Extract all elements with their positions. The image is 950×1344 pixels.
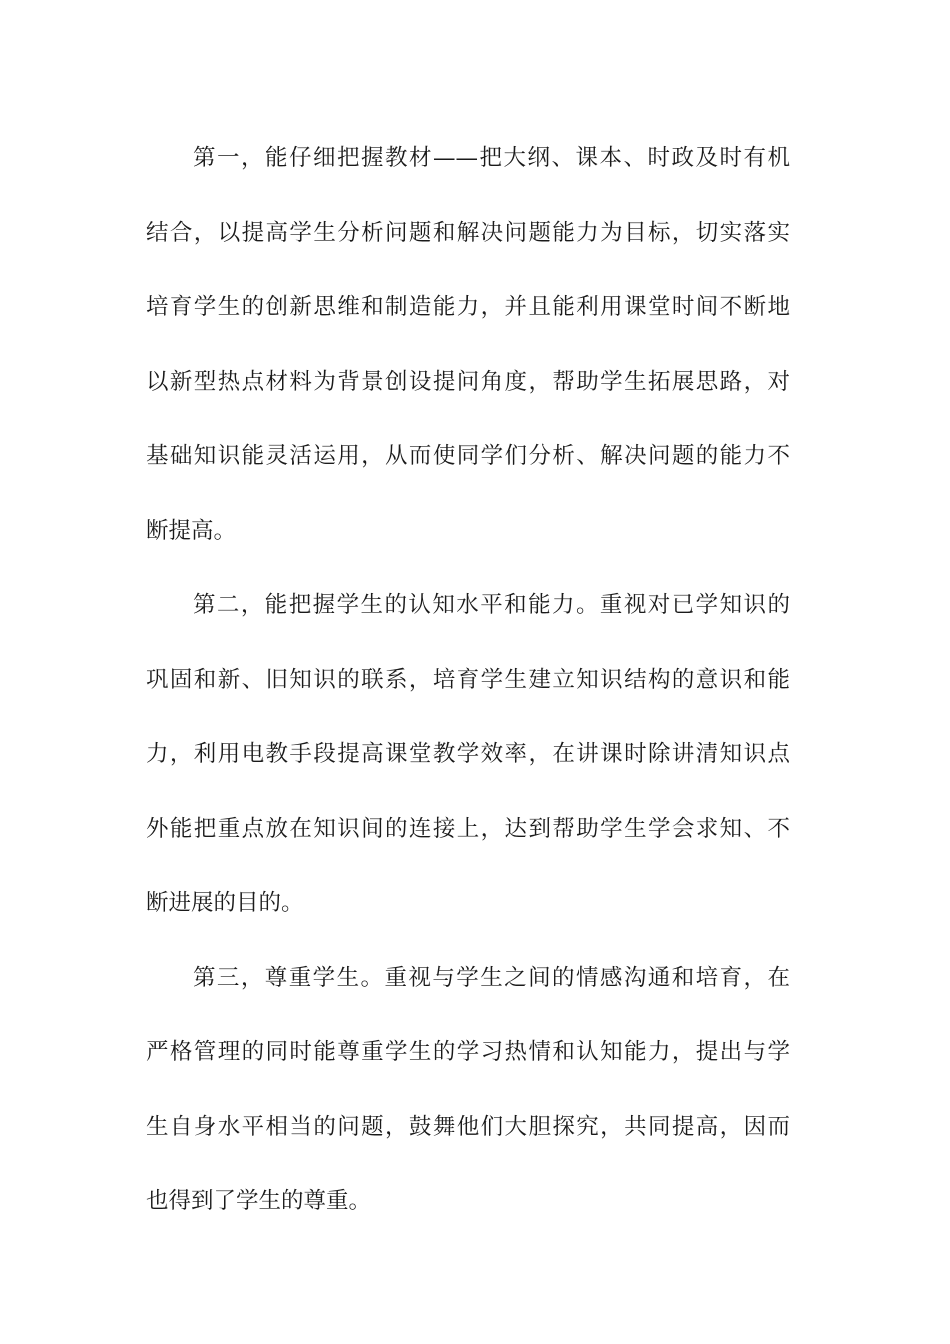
paragraph-line: 第二，能把握学生的认知水平和能力。重视对已学知识的 (193, 592, 790, 618)
paragraph-line: 断提高。 (146, 517, 237, 544)
paragraph-2 (146, 568, 790, 941)
paragraph-line: 也得到了学生的尊重。 (146, 1188, 372, 1214)
paragraph-line: 断进展的目的。 (146, 890, 304, 916)
paragraph-line: 培育学生的创新思维和制造能力，并且能利用课堂时间不断地 (146, 294, 790, 320)
paragraph-line: 巩固和新、旧知识的联系，培育学生建立知识结构的意识和能 (146, 666, 790, 693)
document-body (146, 121, 790, 1239)
paragraph-line: 严格管理的同时能尊重学生的学习热情和认知能力，提出与学 (146, 1039, 790, 1065)
paragraph-line: 外能把重点放在知识间的连接上，达到帮助学生学会求知、不 (146, 815, 790, 842)
paragraph-line: 以新型热点材料为背景创设提问角度，帮助学生拓展思路，对 (146, 368, 790, 395)
paragraph-line: 基础知识能灵活运用，从而使同学们分析、解决问题的能力不 (146, 443, 790, 469)
paragraph-line: 结合，以提高学生分析问题和解决问题能力为目标，切实落实 (146, 219, 790, 246)
paragraph-line: 生自身水平相当的问题，鼓舞他们大胆探究，共同提高，因而 (146, 1113, 790, 1140)
paragraph-line: 力，利用电教手段提高课堂教学效率，在讲课时除讲清知识点 (146, 741, 790, 767)
paragraph-3 (146, 941, 790, 1239)
paragraph-1 (146, 121, 790, 568)
paragraph-line: 第一，能仔细把握教材——把大纲、课本、时政及时有机 (193, 145, 790, 171)
paragraph-line: 第三，尊重学生。重视与学生之间的情感沟通和培育，在 (193, 964, 790, 991)
